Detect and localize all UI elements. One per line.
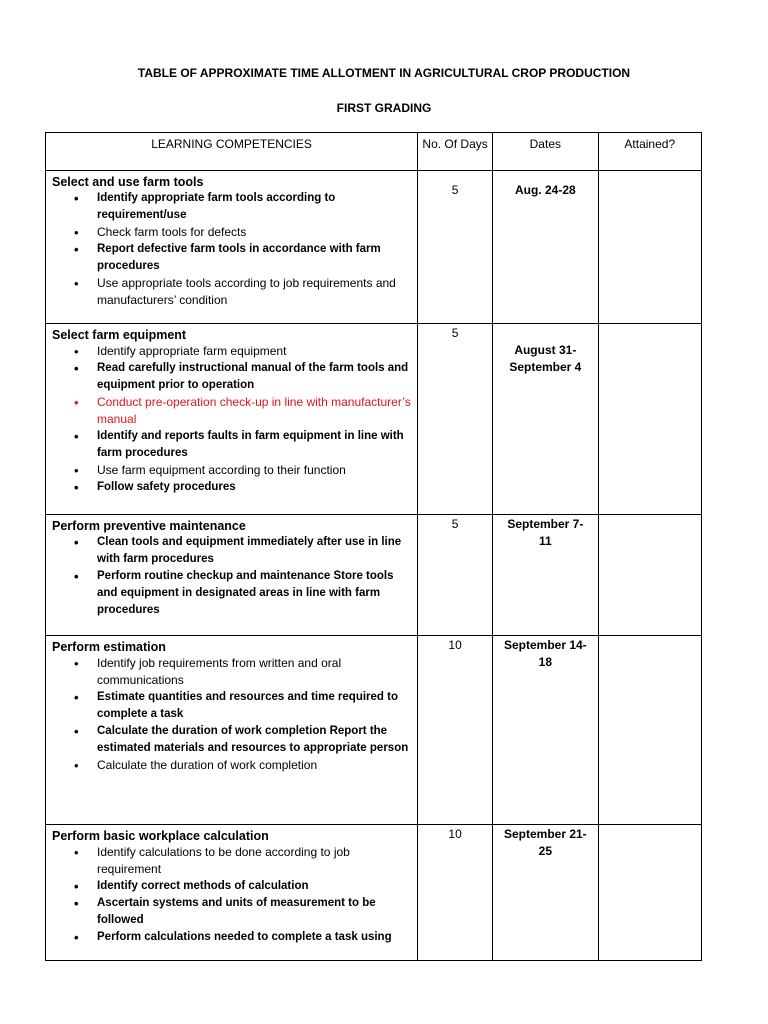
dates-value: August 31- September 4 — [509, 343, 582, 374]
list-item: • Report defective farm tools in accordance with farm procedures — [97, 241, 413, 275]
column-header-days: No. Of Days — [418, 133, 493, 171]
dates-value: September 21- 25 — [503, 827, 587, 858]
list-item: • Clean tools and equipment immediately after use in line with farm procedures — [97, 534, 413, 568]
dates-cell — [493, 171, 598, 324]
attained-cell[interactable] — [598, 171, 701, 324]
column-header-competencies: LEARNING COMPETENCIES — [46, 133, 418, 171]
competency-title: Perform estimation — [52, 640, 166, 654]
days-cell — [418, 825, 493, 961]
list-item: • Identify calculations to be done according to job requirement — [97, 844, 413, 878]
list-item: • Conduct pre-operation check-up in line with manufacturer’s manual — [97, 394, 413, 428]
table-row — [46, 825, 702, 961]
list-item: • Estimate quantities and resources and time required to complete a task — [97, 689, 413, 723]
competency-cell — [46, 171, 418, 324]
list-item: • Use farm equipment according to their function — [97, 462, 413, 479]
column-header-dates: Dates — [493, 133, 598, 171]
competency-cell — [46, 324, 418, 515]
table-row — [46, 171, 702, 324]
list-item: • Calculate the duration of work completion Report the estimated materials and resources to appropriate person — [97, 723, 413, 757]
competency-title: Select farm equipment — [52, 328, 187, 342]
days-value: 10 — [448, 827, 462, 841]
list-item: • Follow safety procedures — [97, 479, 413, 496]
competency-list — [52, 655, 413, 774]
document-subtitle: FIRST GRADING — [336, 101, 432, 115]
document-title: TABLE OF APPROXIMATE TIME ALLOTMENT IN AGRICULTURAL CROP PRODUCTION — [137, 66, 631, 80]
days-cell — [418, 515, 493, 636]
dates-value: September 7- 11 — [507, 517, 584, 548]
attained-cell[interactable] — [598, 825, 701, 961]
table-row — [46, 515, 702, 636]
list-item: • Calculate the duration of work completion — [97, 757, 413, 774]
competency-list — [52, 190, 413, 309]
list-item: • Identify and reports faults in farm equipment in line with farm procedures — [97, 428, 413, 462]
column-header-attained: Attained? — [598, 133, 701, 171]
list-item: • Ascertain systems and units of measurement to be followed — [97, 895, 413, 929]
list-item: • Identify appropriate farm equipment — [97, 343, 413, 360]
attained-cell[interactable] — [598, 515, 701, 636]
list-item: • Identify correct methods of calculation — [97, 878, 413, 895]
list-item: • Identify job requirements from written and oral communications — [97, 655, 413, 689]
dates-cell — [493, 324, 598, 515]
competency-cell — [46, 515, 418, 636]
competency-list — [52, 343, 413, 496]
table-row — [46, 324, 702, 515]
competency-list — [52, 844, 413, 946]
list-item: • Check farm tools for defects — [97, 224, 413, 241]
time-allotment-table — [45, 132, 702, 961]
days-value: 5 — [451, 517, 459, 531]
dates-cell — [493, 515, 598, 636]
list-item: • Use appropriate tools according to job requirements and manufacturers’ condition — [97, 275, 413, 309]
list-item: • Perform routine checkup and maintenance Store tools and equipment in designated areas in line with farm procedures — [97, 568, 413, 619]
dates-cell — [493, 636, 598, 825]
attained-cell[interactable] — [598, 636, 701, 825]
list-item: • Identify appropriate farm tools according to requirement/use — [97, 190, 413, 224]
days-cell — [418, 171, 493, 324]
dates-cell — [493, 825, 598, 961]
competency-cell — [46, 825, 418, 961]
list-item: • Read carefully instructional manual of the farm tools and equipment prior to operation — [97, 360, 413, 394]
days-value: 10 — [448, 638, 462, 652]
dates-value: Aug. 24-28 — [514, 183, 576, 197]
days-value: 5 — [451, 183, 459, 197]
competency-title: Select and use farm tools — [52, 175, 204, 189]
attained-cell[interactable] — [598, 324, 701, 515]
table-row — [46, 636, 702, 825]
days-cell — [418, 636, 493, 825]
table-body — [46, 171, 702, 961]
competency-title: Perform preventive maintenance — [52, 519, 246, 533]
list-item: • Perform calculations needed to complete a task using — [97, 929, 413, 946]
dates-value: September 14- 18 — [503, 638, 587, 669]
competency-cell — [46, 636, 418, 825]
days-cell — [418, 324, 493, 515]
days-value: 5 — [451, 326, 459, 340]
table-header-row — [46, 133, 702, 171]
competency-title: Perform basic workplace calculation — [52, 829, 269, 843]
competency-list — [52, 534, 413, 619]
